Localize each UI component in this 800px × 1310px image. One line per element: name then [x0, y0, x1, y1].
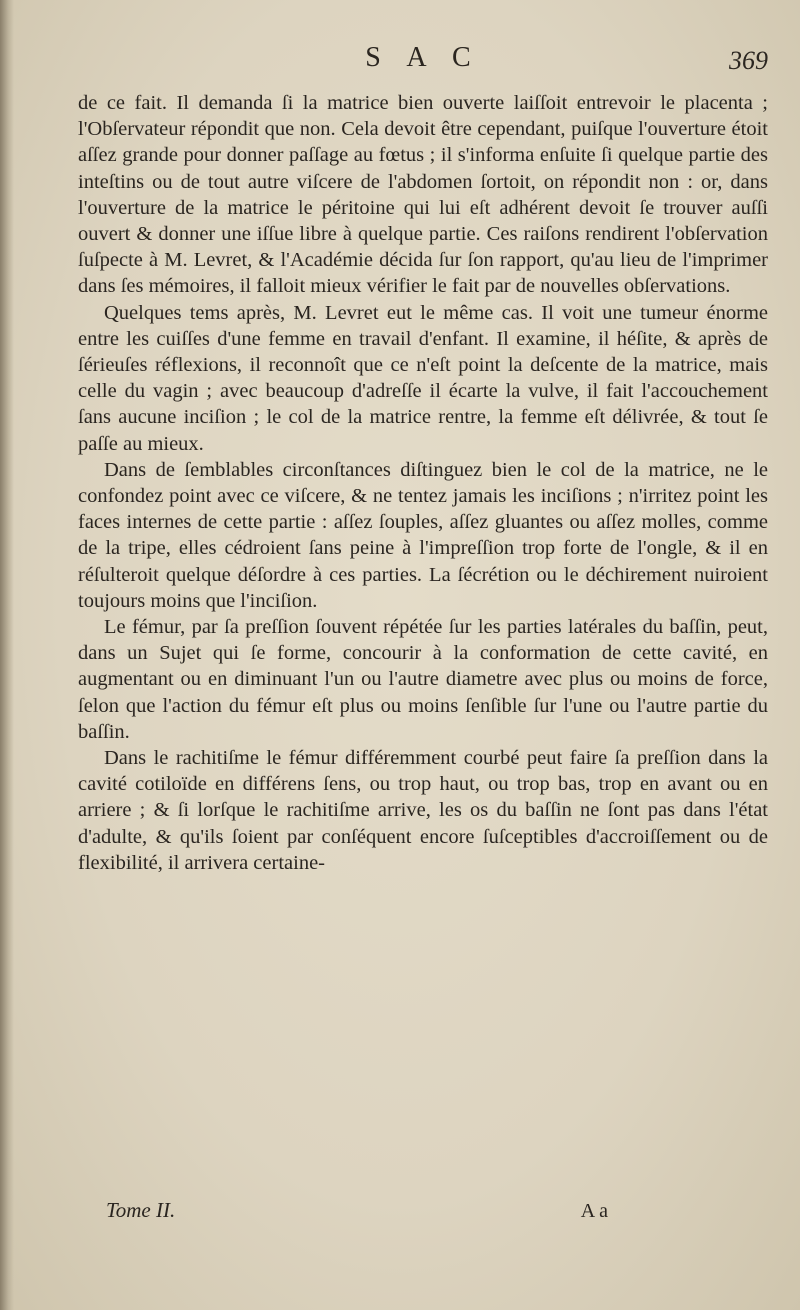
- page-footer: [78, 1198, 768, 1228]
- signature-mark: A a: [580, 1200, 608, 1222]
- paragraph-4: Le fémur, par ſa preſſion ſouvent répétée ſur les parties latérales du baſſin, peut, dans un Sujet qui ſe forme, concourir à la conformation de cette cavité, en augmentant ou en diminuant l'un ou l'autre diametre avec plus ou moins de force, ſelon que l'action du fémur eſt plus ou moins ſenſible ſur l'une ou l'autre partie du baſſin.: [78, 616, 768, 743]
- paragraph-5: Dans le rachitiſme le fémur différemment courbé peut faire ſa preſſion dans la cavité cotiloïde en différens ſens, ou trop haut, ou trop bas, trop en avant ou en arriere ; & ſi lorſque le rachitiſme arrive, les os du baſſin ne ſont pas dans l'état d'adulte, & qu'ils ſoient par conſéquent encore ſuſceptibles d'accroiſſement ou de flexibilité, il arrivera certaine-: [78, 747, 768, 874]
- volume-label: Tome II.: [106, 1198, 176, 1222]
- page-gutter-shadow: [0, 0, 14, 1310]
- paragraph-1: de ce fait. Il demanda ſi la matrice bien ouverte laiſſoit entrevoir le placenta ; l'Obſervateur répondit que non. Cela devoit être cependant, puiſque l'ouverture étoit aſſez grande pour donner paſſage au fœtus ; il s'informa enſuite ſi quelque partie des inteſtins ou de tout autre viſcere de l'abdomen ſortoit, on répondit non : or, dans l'ouverture de la matrice le péritoine qui lui eſt adhérent devoit ſe trouver auſſi ouvert & donner une iſſue libre à quelque partie. Ces raiſons rendirent l'obſervation ſuſpecte à M. Levret, & l'Académie décida ſur ſon rapport, qu'au lieu de l'imprimer dans ſes mémoires, il falloit mieux vérifier le fait par de nouvelles obſervations.: [78, 92, 768, 298]
- page-header: [78, 42, 768, 90]
- page-number: 369: [729, 46, 768, 75]
- paragraph-3: Dans de ſemblables circonſtances diſtinguez bien le col de la matrice, ne le confondez point avec ce viſcere, & ne tentez jamais les inciſions ; n'irritez point les faces internes de cette partie : aſſez ſouples, aſſez gluantes ou aſſez molles, comme de la tripe, elles cédroient ſans peine à l'impreſſion trop forte de l'ongle, & il en réſulteroit quelque déſordre à ces parties. La ſécrétion ou le déchirement nuiroient toujours moins que l'inciſion.: [78, 458, 768, 612]
- paragraph-2: Quelques tems après, M. Levret eut le même cas. Il voit une tumeur énorme entre les cuiſſes d'une femme en travail d'enfant. Il examine, il héſite, & après de ſérieuſes réflexions, il reconnoît que ce n'eſt point la deſcente de la matrice, mais celle du vagin ; avec beaucoup d'adreſſe il écarte la vulve, il fait l'accouchement ſans aucune inciſion ; le col de la matrice rentre, la femme eſt délivrée, & tout ſe paſſe au mieux.: [78, 301, 768, 455]
- running-head: S A C: [365, 42, 481, 73]
- body-text: [78, 90, 768, 876]
